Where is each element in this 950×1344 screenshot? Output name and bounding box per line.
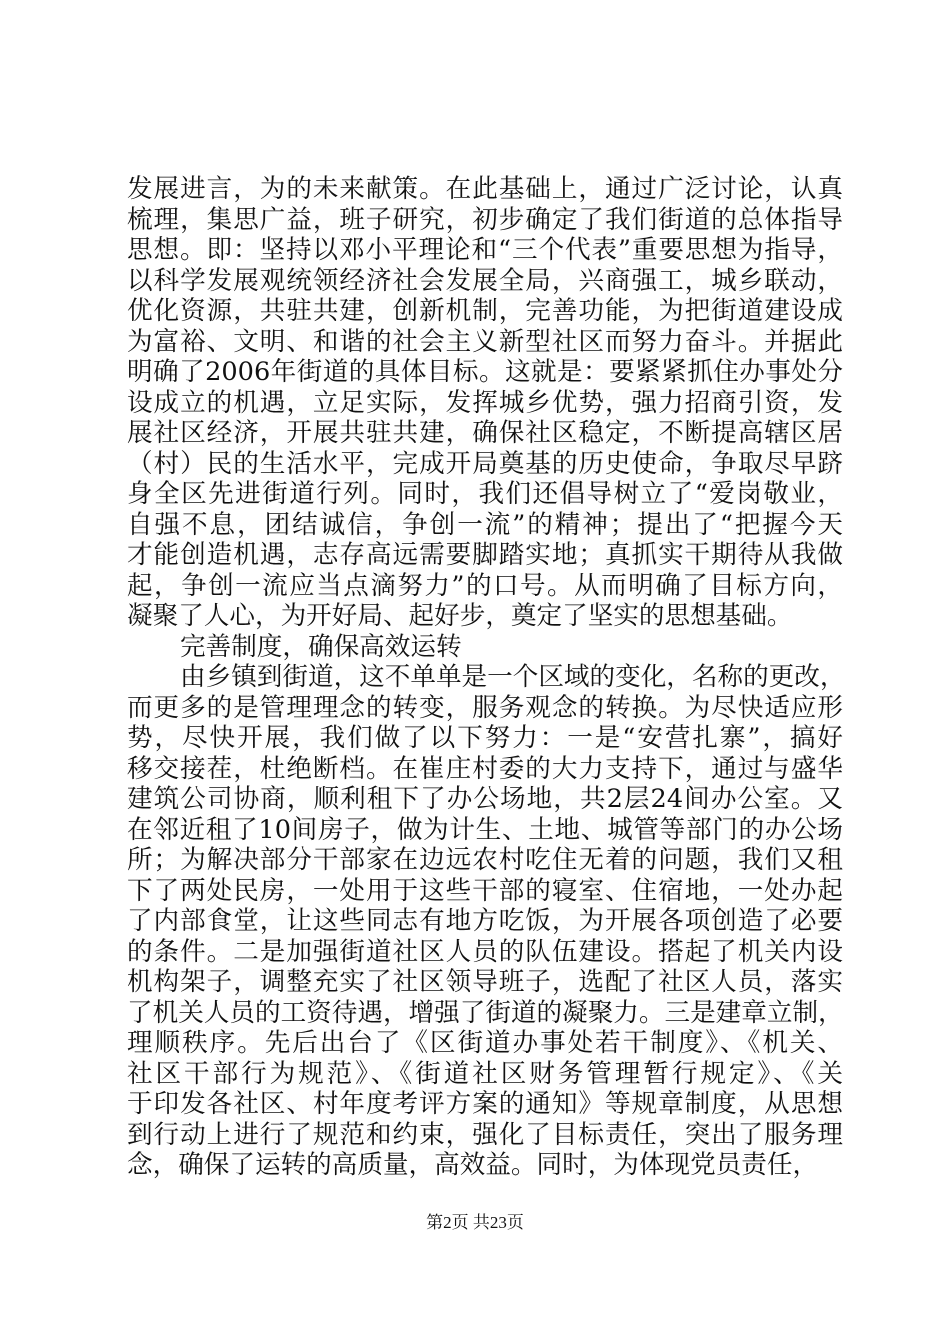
paragraph-line: 展社区经济，开展共驻共建，确保社区稳定，不断提高辖区居 bbox=[127, 418, 843, 448]
paragraph-line: 起，争创一流应当点滴努力”的口号。从而明确了目标方向， bbox=[127, 570, 843, 601]
paragraph-line: 思想。即：坚持以邓小平理论和“三个代表”重要思想为指导， bbox=[127, 235, 843, 265]
paragraph-line: 了机关人员的工资待遇，增强了街道的凝聚力。三是建章立制， bbox=[127, 997, 844, 1028]
paragraph-line: 身全区先进街道行列。同时，我们还倡导树立了“爱岗敬业， bbox=[127, 479, 843, 509]
paragraph-line: 在邻近租了10间房子，做为计生、土地、城管等部门的办公场 bbox=[127, 814, 843, 845]
paragraph-line: 机构架子，调整充实了社区领导班子，选配了社区人员，落实 bbox=[127, 967, 843, 997]
paragraph-line: 设成立的机遇，立足实际，发挥城乡优势，强力招商引资，发 bbox=[127, 387, 843, 418]
paragraph-line: 到行动上进行了规范和约束，强化了目标责任，突出了服务理 bbox=[127, 1119, 843, 1150]
paragraph-line: 自强不息，团结诚信，争创一流”的精神；提出了“把握今天 bbox=[127, 509, 843, 540]
paragraph-line: 凝聚了人心，为开好局、起好步，奠定了坚实的思想基础。 bbox=[127, 601, 793, 631]
paragraph-line: 以科学发展观统领经济社会发展全局，兴商强工，城乡联动， bbox=[127, 265, 843, 296]
paragraph-line: 而更多的是管理理念的转变，服务观念的转换。为尽快适应形 bbox=[127, 692, 843, 723]
paragraph-line: 念，确保了运转的高质量，高效益。同时，为体现党员责任， bbox=[127, 1150, 819, 1180]
paragraph-line: 优化资源，共驻共建，创新机制，完善功能，为把街道建设成 bbox=[127, 296, 843, 326]
section-heading: 完善制度，确保高效运转 bbox=[180, 631, 462, 662]
paragraph-line: 为富裕、文明、和谐的社会主义新型社区而努力奋斗。并据此 bbox=[127, 326, 843, 357]
paragraph-line: 了内部食堂，让这些同志有地方吃饭，为开展各项创造了必要 bbox=[127, 906, 843, 936]
paragraph-line: 明确了2006年街道的具体目标。这就是：要紧紧抓住办事处分 bbox=[127, 357, 843, 387]
paragraph-line: 势，尽快开展，我们做了以下努力：一是“安营扎寨”，搞好 bbox=[127, 723, 843, 753]
paragraph-line: 发展进言，为的未来献策。在此基础上，通过广泛讨论，认真 bbox=[127, 174, 843, 204]
page-number: 第2页 共23页 bbox=[426, 1213, 524, 1232]
paragraph-line: 移交接茬，杜绝断档。在崔庄村委的大力支持下，通过与盛华 bbox=[127, 753, 843, 784]
paragraph-line: 于印发各社区、村年度考评方案的通知》等规章制度，从思想 bbox=[127, 1089, 843, 1119]
paragraph-line: 梳理，集思广益，班子研究，初步确定了我们街道的总体指导 bbox=[127, 204, 843, 235]
paragraph-line: 由乡镇到街道，这不单单是一个区域的变化，名称的更改， bbox=[180, 662, 846, 692]
paragraph-line: 建筑公司协商，顺利租下了办公场地，共2层24间办公室。又 bbox=[127, 784, 843, 814]
paragraph-line: 下了两处民房，一处用于这些干部的寝室、住宿地，一处办起 bbox=[127, 875, 843, 906]
paragraph-line: （村）民的生活水平，完成开局奠基的历史使命，争取尽早跻 bbox=[127, 448, 843, 479]
paragraph-line: 社区干部行为规范》、《街道社区财务管理暂行规定》、《关 bbox=[127, 1058, 843, 1089]
paragraph-line: 理顺秩序。先后出台了《区街道办事处若干制度》、《机关、 bbox=[127, 1028, 843, 1058]
paragraph-line: 的条件。二是加强街道社区人员的队伍建设。搭起了机关内设 bbox=[127, 936, 843, 967]
paragraph-line: 才能创造机遇，志存高远需要脚踏实地；真抓实干期待从我做 bbox=[127, 540, 843, 570]
paragraph-line: 所；为解决部分干部家在边远农村吃住无着的问题，我们又租 bbox=[127, 845, 843, 875]
